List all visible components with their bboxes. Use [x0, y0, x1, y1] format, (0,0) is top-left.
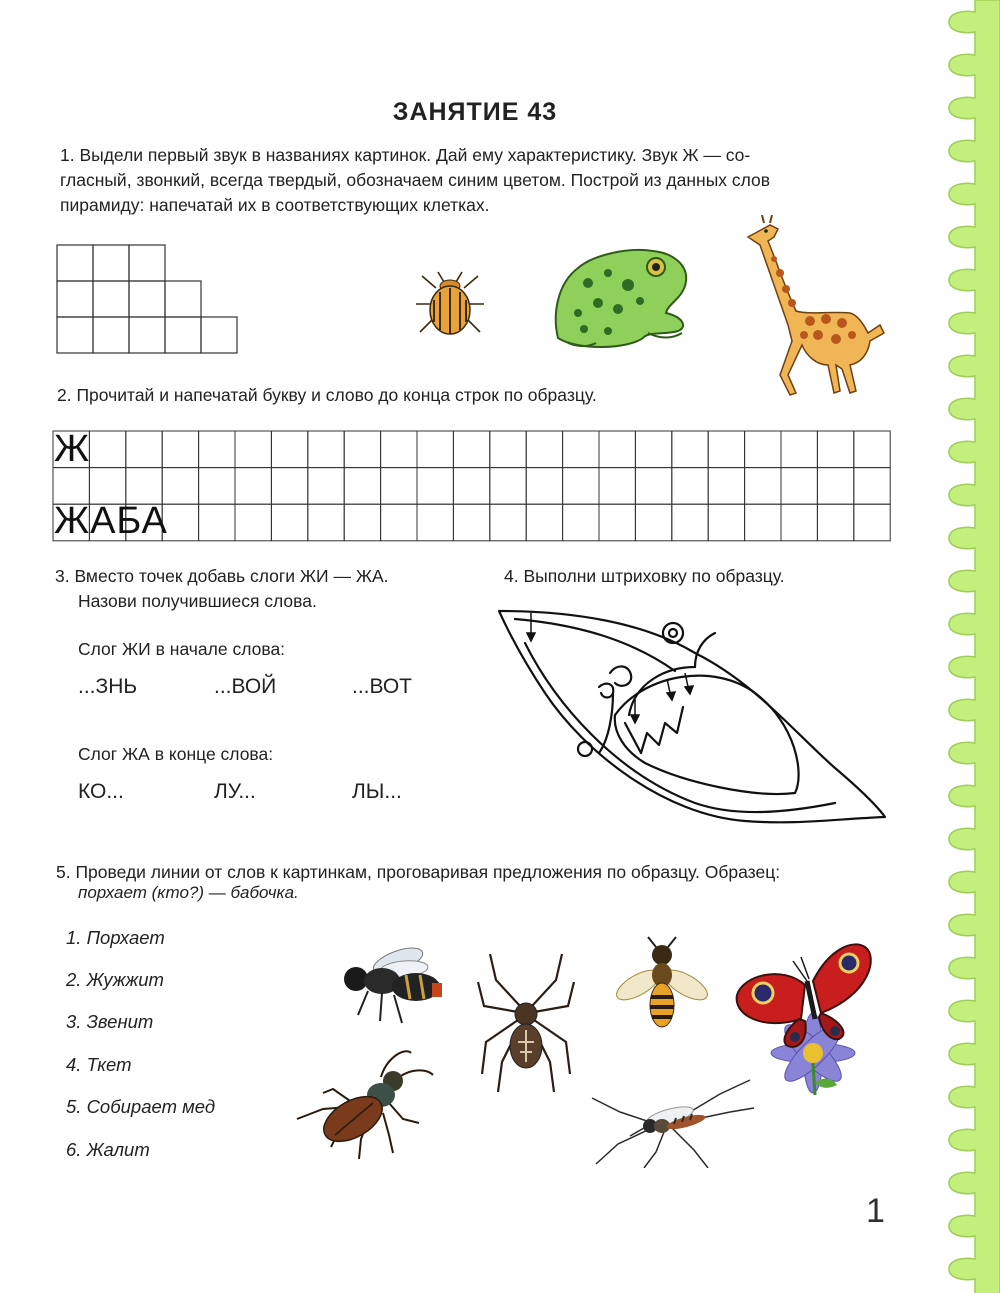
puzzle-edge-decoration: [935, 0, 1000, 1293]
word-blank: ЛУ...: [214, 780, 256, 803]
word-blank: ...ВОЙ: [214, 675, 277, 698]
letter-writing-grid[interactable]: [52, 430, 894, 544]
sample-letter: Ж: [54, 428, 90, 470]
toad-icon: [548, 243, 698, 355]
task1-line2: гласный, звонкий, всегда твердый, обозначаем синим цветом. Построй из данных слов: [60, 170, 771, 190]
task2-instruction: 2. Прочитай и напечатай букву и слово до конца строк по образцу.: [57, 385, 597, 405]
verb-item: 5. Собирает мед: [66, 1096, 216, 1117]
page-number: 1: [866, 1192, 885, 1230]
sample-word: ЖАБА: [54, 500, 168, 542]
stag-beetle-icon: [293, 1043, 443, 1163]
beetle-icon: [408, 268, 492, 340]
spider-icon: [476, 950, 576, 1095]
task5-example: порхает (кто?) — бабочка.: [78, 883, 299, 902]
verb-item: 2. Жужжит: [66, 969, 164, 990]
giraffe-icon: [740, 215, 890, 400]
word-blank: КО...: [78, 780, 124, 803]
word-blank: ...ЗНЬ: [78, 675, 138, 698]
page-title: ЗАНЯТИЕ 43: [392, 98, 558, 126]
task1-line3: пирамиду: напечатай их в соответствующих клетках.: [60, 195, 490, 215]
task4-instruction: 4. Выполни штриховку по образцу.: [504, 566, 785, 586]
verb-item: 3. Звенит: [66, 1011, 154, 1032]
word-blank: ...ВОТ: [352, 675, 412, 698]
task1-line1: 1. Выдели первый звук в названиях картинок. Дай ему характеристику. Звук Ж — со-: [60, 145, 751, 165]
mosquito-icon: [590, 1078, 755, 1168]
butterfly-icon: [733, 935, 888, 1100]
syllable-zha-label: Слог ЖА в конце слова:: [78, 744, 274, 764]
task3-instruction-line2: Назови получившиеся слова.: [78, 591, 317, 611]
bee-icon: [612, 935, 712, 1035]
task1-instruction: [60, 143, 770, 218]
word-blank: ЛЫ...: [352, 780, 402, 803]
word-pyramid-grid[interactable]: [56, 244, 242, 356]
verb-item: 6. Жалит: [66, 1139, 150, 1160]
syllable-zhi-label: Слог ЖИ в начале слова:: [78, 639, 286, 659]
verb-item: 1. Порхает: [66, 927, 165, 948]
hatching-drawing[interactable]: [495, 603, 890, 828]
task3-instruction-line1: 3. Вместо точек добавь слоги ЖИ — ЖА.: [55, 566, 389, 586]
task5-instruction: 5. Проведи линии от слов к картинкам, проговаривая предложения по образцу. Образец:: [56, 862, 781, 882]
verb-item: 4. Ткет: [66, 1054, 132, 1075]
bumblebee-icon: [328, 935, 453, 1030]
